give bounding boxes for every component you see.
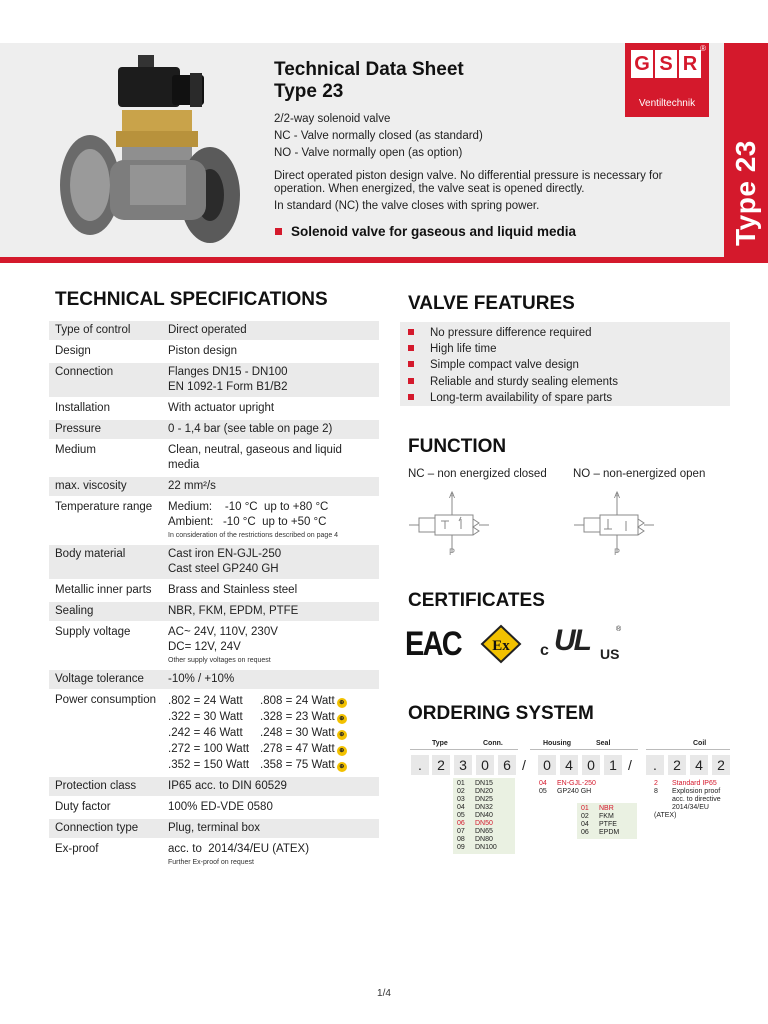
doc-title: Technical Data Sheet xyxy=(274,59,464,80)
option-label: DN80 xyxy=(475,836,493,843)
ex-proof-icon: ⊕ xyxy=(337,746,347,756)
spec-value-line: Piston design xyxy=(168,345,238,357)
desc-line: Direct operated piston design valve. No differential pressure is necessary for xyxy=(274,170,663,182)
spec-value xyxy=(162,670,379,689)
ex-proof-icon: ⊕ xyxy=(337,698,347,708)
option-code: 06 xyxy=(457,820,465,827)
spec-value xyxy=(162,777,379,796)
spec-key: Ex-proof xyxy=(55,843,99,855)
ul-us-text: US xyxy=(600,646,620,662)
spec-value xyxy=(162,602,379,621)
spec-key: Voltage tolerance xyxy=(49,670,162,689)
ordering-option xyxy=(457,812,511,820)
spec-value-line: 0 - 1,4 bar (see table on page 2) xyxy=(168,423,333,435)
spec-value-line: Cast steel GP240 GH xyxy=(168,563,279,575)
power-value: .802 = 24 Watt xyxy=(168,695,243,707)
option-label: NBR xyxy=(599,805,614,812)
spec-note: Other supply voltages on request xyxy=(168,657,271,664)
spec-row xyxy=(49,321,379,340)
spec-key: Medium xyxy=(55,444,96,456)
option-code: 02 xyxy=(457,788,465,795)
ordering-option xyxy=(654,788,728,796)
feature-item xyxy=(408,374,722,390)
bullet-square-icon xyxy=(408,361,414,367)
ex-proof-icon: ⊕ xyxy=(337,762,347,772)
bullet-square-icon xyxy=(408,378,414,384)
ordering-option xyxy=(457,788,511,796)
spec-key: Power consumption xyxy=(55,694,156,706)
certificates-heading: CERTIFICATES xyxy=(408,590,545,611)
power-value: .272 = 100 Watt xyxy=(168,743,250,755)
option-code: 09 xyxy=(457,844,465,851)
nc-valve-symbol xyxy=(405,485,495,560)
spec-value-line: 100% ED-VDE 0580 xyxy=(168,801,273,813)
bullet-square-icon xyxy=(408,345,414,351)
spec-row xyxy=(49,840,379,870)
option-code: 05 xyxy=(457,812,465,819)
valve-description xyxy=(274,170,714,213)
no-valve-symbol xyxy=(570,485,660,560)
option-code: 01 xyxy=(457,780,465,787)
type-line: 2/2-way solenoid valve xyxy=(274,113,391,125)
spec-key: max. viscosity xyxy=(49,477,162,496)
feature-text: Reliable and sturdy sealing elements xyxy=(430,375,618,388)
specs-heading: TECHNICAL SPECIFICATIONS xyxy=(55,289,328,310)
ordering-label-type: Type xyxy=(432,740,448,747)
spec-row xyxy=(49,623,379,668)
spec-row xyxy=(49,363,379,397)
spec-value-line: Ambient: -10 °C up to +50 °C xyxy=(168,516,327,528)
logo-subtitle: Ventiltechnik xyxy=(638,98,696,109)
spec-note: Further Ex-proof on request xyxy=(168,859,254,866)
gsr-logo xyxy=(625,43,709,117)
ordering-label-coil: Coil xyxy=(693,740,707,747)
logo-letter: R xyxy=(679,50,701,78)
spec-value xyxy=(162,581,379,600)
spec-key: Connection type xyxy=(49,819,162,838)
ordering-code-cell: 4 xyxy=(690,755,708,775)
ordering-label-seal: Seal xyxy=(596,740,611,747)
ordering-code-cell: 2 xyxy=(668,755,686,775)
spec-value-line: Clean, neutral, gaseous and liquid xyxy=(168,444,342,456)
spec-value-line: Cast iron EN-GJL-250 xyxy=(168,548,282,560)
spec-key: Installation xyxy=(55,402,110,414)
spec-value-line: Brass and Stainless steel xyxy=(168,584,298,596)
option-code: 05 xyxy=(539,788,547,795)
power-line xyxy=(168,741,373,757)
spec-value-line: Medium: -10 °C up to +80 °C xyxy=(168,501,329,513)
option-label: DN65 xyxy=(475,828,493,835)
option-code: 04 xyxy=(581,821,589,828)
no-label: NO – non-energized open xyxy=(573,468,706,480)
ordering-code-cell: 6 xyxy=(498,755,516,775)
spec-value xyxy=(162,691,379,775)
option-label: EN-GJL-250 xyxy=(557,780,596,787)
spec-key: Supply voltage xyxy=(55,626,131,638)
option-code: 2 xyxy=(654,780,658,787)
spec-value xyxy=(162,798,379,817)
feature-item xyxy=(408,341,722,357)
spec-key: Metallic inner parts xyxy=(55,584,152,596)
ordering-code-cell: 0 xyxy=(538,755,556,775)
option-label: DN20 xyxy=(475,788,493,795)
power-value: .248 = 30 Watt xyxy=(260,727,335,739)
spec-value-line: Flanges DN15 - DN100 xyxy=(168,366,288,378)
ordering-option xyxy=(581,829,633,837)
spec-value-line: IP65 acc. to DIN 60529 xyxy=(168,780,287,792)
ul-registered: ® xyxy=(616,626,622,633)
ordering-code-cell: / xyxy=(628,757,632,773)
spec-value-line: acc. to 2014/34/EU (ATEX) xyxy=(168,843,310,855)
spec-value-line: Direct operated xyxy=(168,324,247,336)
power-line xyxy=(168,709,373,725)
option-label: Explosion proof xyxy=(672,788,721,795)
ordering-label-conn: Conn. xyxy=(483,740,503,747)
option-code: 08 xyxy=(457,836,465,843)
option-label: DN25 xyxy=(475,796,493,803)
coil-options xyxy=(650,778,732,822)
ordering-option xyxy=(457,836,511,844)
spec-value xyxy=(162,623,379,668)
spec-value-line: DC= 12V, 24V xyxy=(168,641,241,653)
ordering-label-housing: Housing xyxy=(543,740,571,747)
power-value: .352 = 150 Watt xyxy=(168,759,250,771)
spec-value-line: 22 mm²/s xyxy=(168,480,216,492)
spec-key: Design xyxy=(55,345,91,357)
header-divider xyxy=(0,257,768,263)
ordering-option xyxy=(654,780,728,788)
spec-value xyxy=(162,420,379,439)
nc-label: NC – non energized closed xyxy=(408,468,547,480)
type-line: NC - Valve normally closed (as standard) xyxy=(274,130,483,142)
feature-text: Simple compact valve design xyxy=(430,359,579,372)
power-value: .278 = 47 Watt xyxy=(260,743,335,755)
spec-value xyxy=(162,321,379,340)
ordering-rule xyxy=(410,749,518,750)
spec-row xyxy=(49,691,379,775)
feature-text: High life time xyxy=(430,343,497,356)
spec-key: Connection xyxy=(49,363,162,397)
ul-c-text: c xyxy=(540,642,549,659)
spec-row xyxy=(49,498,379,543)
solenoid-valve-image xyxy=(50,55,240,250)
power-value: .358 = 75 Watt xyxy=(260,759,335,771)
option-label: acc. to directive xyxy=(672,796,721,803)
spec-row xyxy=(49,477,379,496)
spec-key: Body material xyxy=(49,545,162,579)
highlight-line xyxy=(275,224,576,239)
spec-value-line: media xyxy=(168,459,200,471)
option-label: DN40 xyxy=(475,812,493,819)
ordering-option xyxy=(457,820,511,828)
ordering-option xyxy=(457,844,511,852)
option-label: DN15 xyxy=(475,780,493,787)
ordering-heading: ORDERING SYSTEM xyxy=(408,703,594,724)
spec-key: Protection class xyxy=(49,777,162,796)
option-label: FKM xyxy=(599,813,614,820)
ex-proof-icon: ⊕ xyxy=(337,730,347,740)
ex-text: Ex xyxy=(492,638,510,654)
spec-row xyxy=(49,420,379,439)
spec-key: Pressure xyxy=(49,420,162,439)
ordering-option xyxy=(539,788,599,796)
bullet-square-icon xyxy=(275,228,282,235)
spec-value xyxy=(162,498,379,543)
spec-row xyxy=(49,602,379,621)
ordering-code-cell: . xyxy=(646,755,664,775)
ordering-option xyxy=(581,813,633,821)
spec-value-line: With actuator upright xyxy=(168,402,275,414)
option-label: DN50 xyxy=(475,820,493,827)
feature-item xyxy=(408,357,722,373)
ordering-option xyxy=(457,796,511,804)
option-code: 01 xyxy=(581,805,589,812)
port-p-label: P xyxy=(614,547,621,557)
ordering-option xyxy=(654,796,728,804)
spec-value xyxy=(162,441,379,475)
spec-value-line: AC~ 24V, 110V, 230V xyxy=(168,626,278,638)
feature-item xyxy=(408,390,722,406)
spec-value xyxy=(162,819,379,838)
port-a-label: A xyxy=(449,490,456,500)
ordering-code-cell: 0 xyxy=(582,755,600,775)
spec-value xyxy=(162,545,379,579)
option-code: 07 xyxy=(457,828,465,835)
spec-row xyxy=(49,399,379,418)
spec-key: Sealing xyxy=(49,602,162,621)
option-label: EPDM xyxy=(599,829,620,836)
spec-row xyxy=(49,441,379,475)
option-code: 04 xyxy=(457,804,465,811)
spec-value xyxy=(162,399,379,418)
spec-row xyxy=(49,581,379,600)
ordering-option xyxy=(654,804,728,820)
spec-value xyxy=(162,840,379,870)
page-number: 1/4 xyxy=(377,988,391,999)
power-line xyxy=(168,725,373,741)
doc-subtitle: Type 23 xyxy=(274,81,344,102)
ordering-code-cell: 1 xyxy=(604,755,622,775)
ordering-option xyxy=(581,805,633,813)
cul-us-mark xyxy=(540,622,650,666)
ordering-code-cell: 4 xyxy=(560,755,578,775)
conn-options xyxy=(453,778,515,854)
power-line xyxy=(168,693,373,709)
power-value: .322 = 30 Watt xyxy=(168,711,243,723)
specs-table xyxy=(49,319,379,872)
spec-value xyxy=(162,342,379,361)
option-label: Standard IP65 xyxy=(672,780,717,787)
feature-text: Long-term availability of spare parts xyxy=(430,391,613,404)
spec-key: Duty factor xyxy=(55,801,111,813)
port-a-label: A xyxy=(614,490,621,500)
logo-letter: S xyxy=(655,50,677,78)
spec-note: In consideration of the restrictions described on page 4 xyxy=(168,532,339,539)
spec-row xyxy=(49,798,379,817)
features-heading: VALVE FEATURES xyxy=(408,293,575,314)
spec-value-line: Plug, terminal box xyxy=(168,822,261,834)
type-line: NO - Valve normally open (as option) xyxy=(274,147,463,159)
ordering-code-cell: 3 xyxy=(454,755,472,775)
option-label: PTFE xyxy=(599,821,617,828)
ul-mark: UL xyxy=(554,624,590,657)
ordering-rule xyxy=(646,749,730,750)
desc-line: In standard (NC) the valve closes with spring power. xyxy=(274,200,540,212)
spec-value-line: -10% / +10% xyxy=(168,673,235,685)
spec-key: Type of control xyxy=(49,321,162,340)
spec-row xyxy=(49,670,379,689)
ordering-code-cell: 2 xyxy=(712,755,730,775)
ex-certificate-icon xyxy=(480,624,522,664)
port-p-label: P xyxy=(449,547,456,557)
spec-row xyxy=(49,545,379,579)
power-value: .808 = 24 Watt xyxy=(260,695,335,707)
eac-mark: EAC xyxy=(405,622,451,666)
housing-options xyxy=(535,778,603,798)
spec-value-line: NBR, FKM, EPDM, PTFE xyxy=(168,605,299,617)
spec-value xyxy=(162,363,379,397)
ordering-code-cell: 2 xyxy=(432,755,450,775)
desc-line: operation. When energized, the valve seat is opened directly. xyxy=(274,183,585,195)
spec-value-line: EN 1092-1 Form B1/B2 xyxy=(168,381,288,393)
spec-key: Temperature range xyxy=(55,501,153,513)
ordering-option xyxy=(457,828,511,836)
ordering-option xyxy=(457,780,511,788)
valve-type-lines xyxy=(274,112,714,161)
feature-item xyxy=(408,325,722,341)
option-label: DN100 xyxy=(475,844,497,851)
ordering-option xyxy=(581,821,633,829)
power-line xyxy=(168,757,373,773)
option-label: GP240 GH xyxy=(557,788,592,795)
seal-options xyxy=(577,803,637,839)
ordering-code-cell: . xyxy=(411,755,429,775)
side-type-tab xyxy=(724,43,768,257)
spec-value xyxy=(162,477,379,496)
ordering-code-cell: 0 xyxy=(476,755,494,775)
power-value: .242 = 46 Watt xyxy=(168,727,243,739)
feature-text: No pressure difference required xyxy=(430,327,592,339)
option-code: 8 xyxy=(654,788,658,795)
option-label: 2014/34/EU (ATEX) xyxy=(654,804,709,819)
ordering-code-cell: / xyxy=(522,757,526,773)
bullet-square-icon xyxy=(408,394,414,400)
spec-row xyxy=(49,819,379,838)
features-list xyxy=(400,322,730,406)
highlight-text: Solenoid valve for gaseous and liquid media xyxy=(291,224,577,239)
bullet-square-icon xyxy=(408,329,414,335)
option-code: 02 xyxy=(581,813,589,820)
spec-row xyxy=(49,342,379,361)
side-type-label: Type 23 xyxy=(730,140,761,246)
ex-proof-icon: ⊕ xyxy=(337,714,347,724)
option-code: 06 xyxy=(581,829,589,836)
logo-registered: ® xyxy=(700,44,706,53)
logo-letter: G xyxy=(631,50,653,78)
spec-row xyxy=(49,777,379,796)
option-code: 03 xyxy=(457,796,465,803)
ordering-rule xyxy=(530,749,638,750)
function-heading: FUNCTION xyxy=(408,436,507,457)
option-code: 04 xyxy=(539,780,547,787)
ordering-option xyxy=(539,780,599,788)
ordering-option xyxy=(457,804,511,812)
option-label: DN32 xyxy=(475,804,493,811)
power-value: .328 = 23 Watt xyxy=(260,711,335,723)
